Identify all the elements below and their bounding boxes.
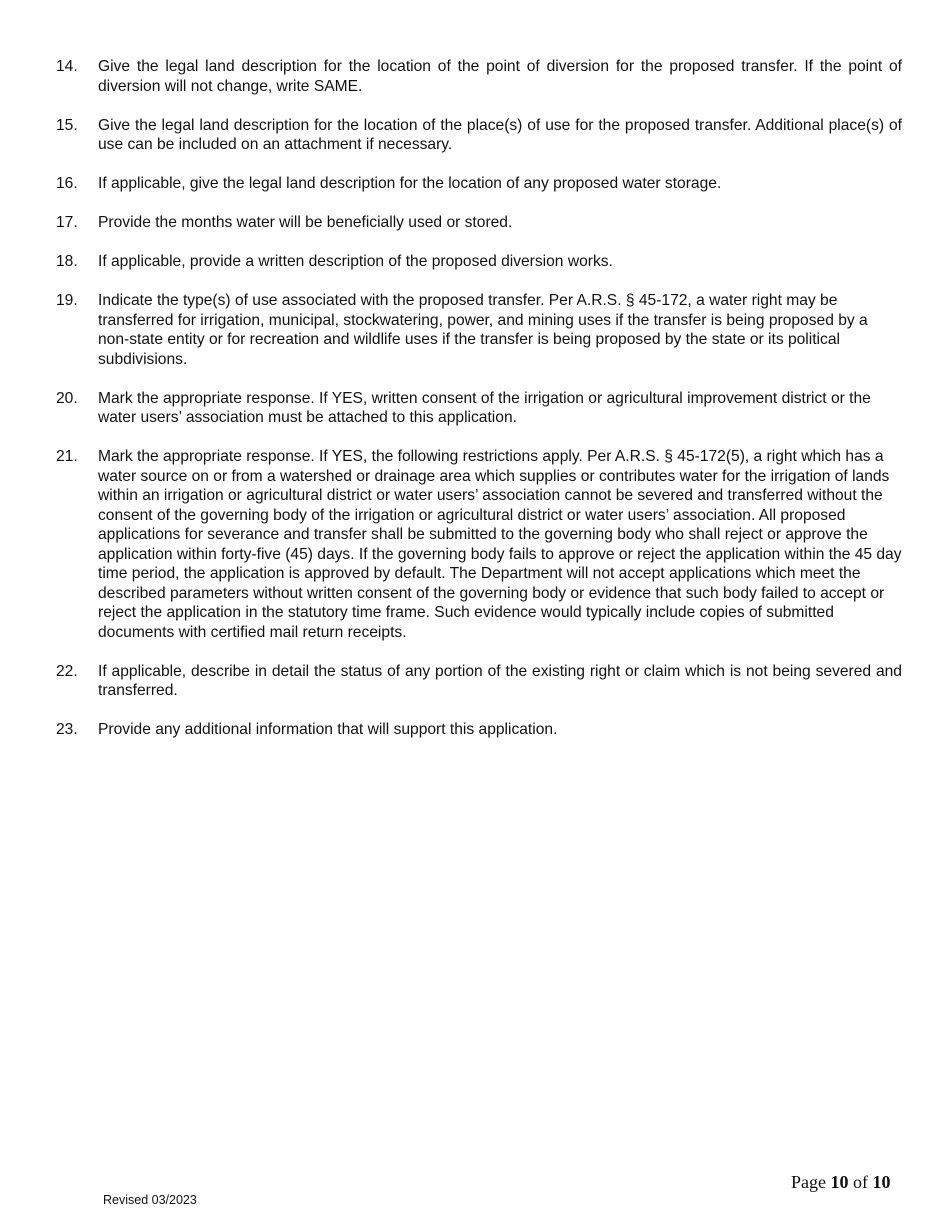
item-text: Mark the appropriate response. If YES, the following restrictions apply. Per A.R.S. § 45-172(5), a right which has a water source on or from a watershed or drainage area which supplies or contributes water for the irrigation of lands within an irrigation or agricultural district or water users’ association cannot be severed and transferred without the consent of the governing body of the irrigation or agricultural district or water users’ association. All proposed applications for severance and transfer shall be submitted to the governing body who shall reject or approve the application within forty-five (45) days. If the governing body fails to approve or reject the application within the 45 day time period, the application is approved by default. The Department will not accept applications which meet the described parameters without written consent of the governing body or evidence that such body failed to accept or reject the application in the statutory time frame. Such evidence would typically include copies of submitted documents with certified mail return receipts. [98, 448, 902, 641]
instruction-item-23 [56, 720, 902, 740]
item-number: 21. [56, 448, 78, 465]
item-text: If applicable, give the legal land description for the location of any proposed water storage. [98, 175, 722, 192]
item-text: Indicate the type(s) of use associated with the proposed transfer. Per A.R.S. § 45-172, a water right may be transferred for irrigation, municipal, stockwatering, power, and mining uses if the transfer is being proposed by a non-state entity or for recreation and wildlife uses if the transfer is being proposed by the state or its political subdivisions. [98, 292, 868, 368]
page-of: of [853, 1172, 868, 1192]
item-text: If applicable, describe in detail the status of any portion of the existing right or claim which is not being severed and transferred. [98, 662, 902, 699]
page-word: Page [791, 1172, 826, 1192]
item-number: 20. [56, 389, 78, 407]
instruction-item-15 [56, 116, 902, 155]
item-number: 16. [56, 175, 78, 192]
instruction-item-22 [56, 662, 902, 701]
item-number: 22. [56, 662, 78, 680]
item-text: Provide the months water will be beneficially used or stored. [98, 214, 513, 231]
instruction-item-18 [56, 252, 902, 272]
item-number: 23. [56, 721, 78, 738]
revision-date: Revised 03/2023 [103, 1193, 197, 1207]
instruction-item-14 [56, 57, 902, 96]
item-text: Give the legal land description for the location of the point of diversion for the proposed transfer. If the point of diversion will not change, write SAME. [98, 58, 902, 95]
instruction-item-20 [56, 389, 902, 428]
instruction-item-17 [56, 213, 902, 233]
instruction-item-19 [56, 291, 902, 369]
item-text: Mark the appropriate response. If YES, written consent of the irrigation or agricultural improvement district or the water users’ association must be attached to this application. [98, 389, 871, 426]
item-number: 19. [56, 292, 78, 309]
item-text: Give the legal land description for the location of the place(s) of use for the proposed transfer. Additional place(s) of use can be included on an attachment if necessary. [98, 116, 902, 153]
item-number: 17. [56, 214, 78, 231]
page-number [791, 1172, 891, 1193]
item-text: Provide any additional information that will support this application. [98, 721, 558, 738]
instruction-item-21 [56, 447, 902, 642]
item-number: 15. [56, 116, 78, 134]
item-number: 18. [56, 253, 78, 270]
item-text: If applicable, provide a written description of the proposed diversion works. [98, 253, 613, 270]
page-current: 10 [830, 1172, 849, 1192]
instruction-item-16 [56, 174, 902, 194]
item-number: 14. [56, 58, 78, 75]
instructions-list [56, 57, 902, 759]
page-total: 10 [872, 1172, 891, 1192]
